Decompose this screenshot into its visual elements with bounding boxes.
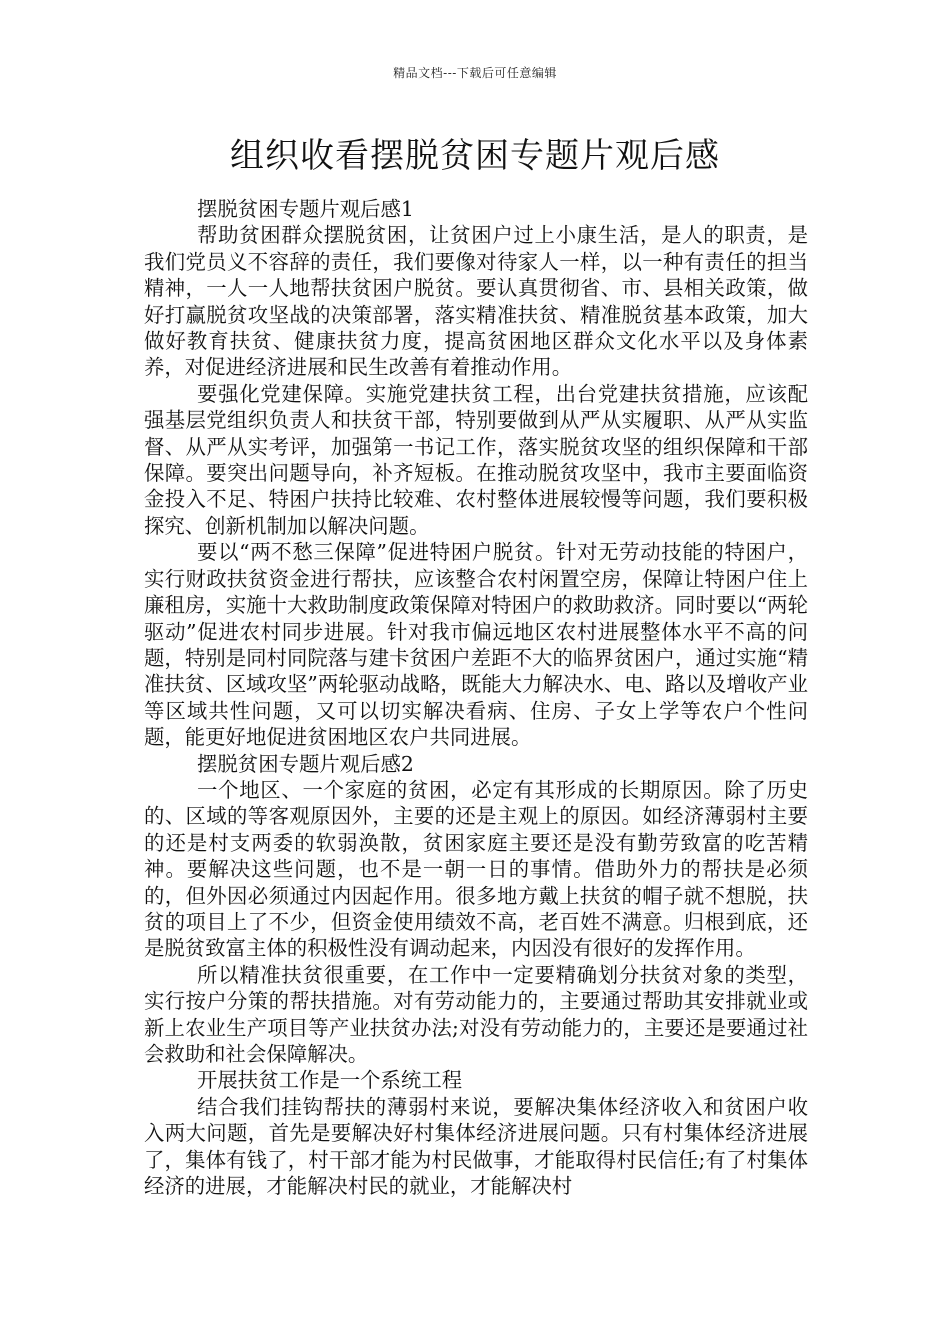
section-heading-2: 摆脱贫困专题片观后感2 (197, 751, 414, 776)
document-body (144, 196, 808, 1199)
paragraph: 要以“两不愁三保障”促进特困户脱贫。针对无劳动技能的特困户，实行财政扶贫资金进行帮扶，应该整合农村闲置空房，保障让特困户住上廉租房，实施十大救助制度政策保障对特困户的救助救济。同时要以“两轮驱动”促进农村同步进展。针对我市偏远地区农村进展整体水平不高的问题，特别是同村同院落与建卡贫困户差距不大的临界贫困户，通过实施“精准扶贫、区域攻坚”两轮驱动战略，既能大力解决水、电、路以及增收产业等区域共性问题，又可以切实解决看病、住房、子女上学等农户个性问题，能更好地促进贫困地区农户共同进展。 (144, 540, 808, 750)
paragraph: 要强化党建保障。实施党建扶贫工程，出台党建扶贫措施，应该配强基层党组织负责人和扶贫干部，特别要做到从严从实履职、从严从实监督、从严从实考评，加强第一书记工作，落实脱贫攻坚的组织保障和干部保障。要突出问题导向，补齐短板。在推动脱贫攻坚中，我市主要面临资金投入不足、特困户扶持比较难、农村整体进展较慢等问题，我们要积极探究、创新机制加以解决问题。 (144, 381, 808, 538)
paragraph: 一个地区、一个家庭的贫困，必定有其形成的长期原因。除了历史的、区域的等客观原因外，主要的还是主观上的原因。如经济薄弱村主要的还是村支两委的软弱涣散，贫困家庭主要还是没有勤劳致富的吃苦精神。要解决这些问题，也不是一朝一日的事情。借助外力的帮扶是必须的，但外因必须通过内因起作用。很多地方戴上扶贫的帽子就不想脱，扶贫的项目上了不少，但资金使用绩效不高，老百姓不满意。归根到底，还是脱贫致富主体的积极性没有调动起来，内因没有很好的发挥作用。 (144, 777, 808, 961)
header-note: 精品文档---下载后可任意编辑 (393, 66, 557, 80)
document-title: 组织收看摆脱贫困专题片观后感 (230, 136, 720, 176)
section-heading-3: 开展扶贫工作是一个系统工程 (197, 1068, 463, 1093)
paragraph: 帮助贫困群众摆脱贫困，让贫困户过上小康生活，是人的职责，是我们党员义不容辞的责任，我们要像对待家人一样，以一种有责任的担当精神，一人一人地帮扶贫困户脱贫。要认真贯彻省、市、县相关政策，做好打赢脱贫攻坚战的决策部署，落实精准扶贫、精准脱贫基本政策，加大做好教育扶贫、健康扶贫力度，提高贫困地区群众文化水平以及身体素养，对促进经济进展和民生改善有着推动作用。 (144, 223, 808, 380)
paragraph: 结合我们挂钩帮扶的薄弱村来说，要解决集体经济收入和贫困户收入两大问题，首先是要解决好村集体经济进展问题。只有村集体经济进展了，集体有钱了，村干部才能为村民做事，才能取得村民信任;有了村集体经济的进展，才能解决村民的就业，才能解决村 (144, 1094, 808, 1199)
section-heading-1: 摆脱贫困专题片观后感1 (197, 197, 414, 221)
paragraph: 所以精准扶贫很重要，在工作中一定要精确划分扶贫对象的类型，实行按户分策的帮扶措施。对有劳动能力的，主要通过帮助其安排就业或新上农业生产项目等产业扶贫办法;对没有劳动能力的，主要还是要通过社会救助和社会保障解决。 (144, 962, 808, 1066)
